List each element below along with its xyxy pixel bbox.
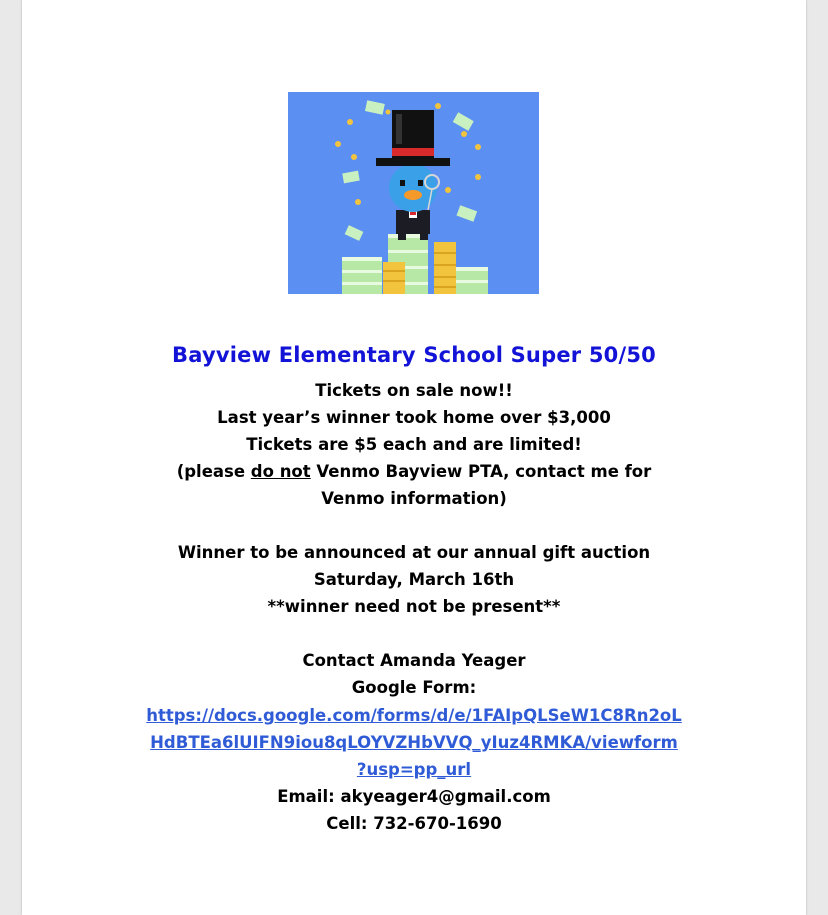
ticket-price-text: Tickets are $5 each and are limited! bbox=[246, 435, 582, 454]
announcement-text: Winner to be announced at our annual gift auction bbox=[177, 543, 651, 562]
cell-text: Cell: 732-670-1690 bbox=[326, 814, 502, 833]
auction-date-text: Saturday, March 16th bbox=[313, 570, 515, 589]
last-year-winner-text: Last year’s winner took home over $3,000 bbox=[217, 408, 611, 427]
flyer-title: Bayview Elementary School Super 50/50 bbox=[172, 343, 656, 367]
flyer-page bbox=[22, 0, 806, 915]
email-text: Email: akyeager4@gmail.com bbox=[277, 787, 551, 806]
google-form-link-part-1[interactable]: https://docs.google.com/forms/d/e/1FAIpQLSeW1C8Rn2oL bbox=[146, 706, 682, 725]
google-form-label: Google Form: bbox=[351, 678, 477, 697]
google-form-link-line-2[interactable] bbox=[22, 729, 806, 756]
duck-tophat-money-illustration bbox=[288, 92, 539, 294]
venmo-note-line bbox=[22, 458, 806, 485]
google-form-link-part-3[interactable]: ?usp=pp_url bbox=[356, 760, 472, 779]
venmo-info-text: Venmo information) bbox=[321, 489, 507, 508]
google-form-link-line-3[interactable] bbox=[22, 756, 806, 783]
presence-note-text: **winner need not be present** bbox=[267, 597, 561, 616]
contact-name-text: Contact Amanda Yeager bbox=[302, 651, 526, 670]
venmo-note-prefix: (please bbox=[176, 462, 251, 481]
venmo-note-suffix: Venmo Bayview PTA, contact me for bbox=[310, 462, 652, 481]
google-form-link[interactable] bbox=[22, 702, 806, 729]
do-not-underlined: do not bbox=[250, 462, 311, 481]
tickets-on-sale-text: Tickets on sale now!! bbox=[315, 381, 513, 400]
google-form-link-part-2[interactable]: HdBTEa6lUIFN9iou8qLOYVZHbVVQ_yIuz4RMKA/viewform bbox=[150, 733, 678, 752]
